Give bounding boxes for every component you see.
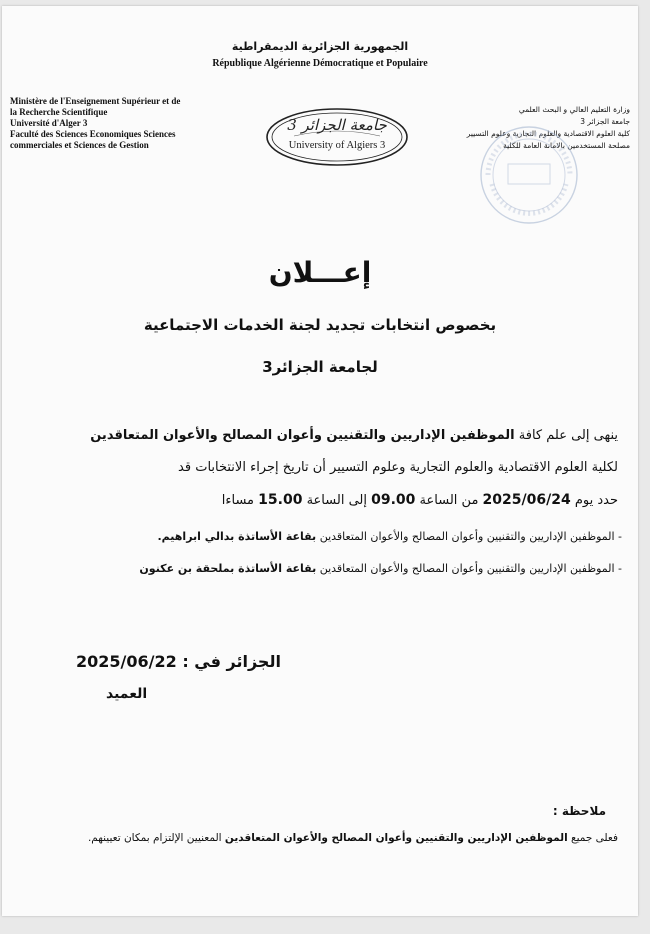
logo-arabic-text: جامعة الجزائر 3 xyxy=(287,116,387,134)
announcement-title: إعـــلان xyxy=(268,256,372,289)
body-line-3 xyxy=(18,490,618,511)
body-line-1-staff: الموظفين الإداريين والتقنيين وأعوان المصالح والأعوان المتعاقدين xyxy=(90,428,515,443)
body-line-2: لكلية العلوم الاقتصادية والعلوم التجارية وعلوم التسيير أن تاريخ إجراء الانتخابات قد xyxy=(178,460,618,475)
ministry-line-2: la Recherche Scientifique xyxy=(10,107,108,117)
ministry-block-french xyxy=(10,96,240,151)
bullet-2-location: بقاعة الأساتذة بملحقة بن عكنون xyxy=(139,562,317,575)
body-line-3-from: من الساعة xyxy=(415,493,483,508)
body-line-3-to: إلى الساعة xyxy=(302,493,372,508)
announcement-page xyxy=(2,6,638,916)
note-lead: فعلى جميع xyxy=(567,832,618,844)
republic-name-french: République Algérienne Démocratique et Populaire xyxy=(212,58,428,69)
body-line-3-lead: حدد يوم xyxy=(570,493,618,508)
faculty-line-1: Faculté des Sciences Economiques Sciences xyxy=(10,129,176,139)
faculty-line-2: commerciales et Sciences de Gestion xyxy=(10,140,149,150)
ministry-line-1: Ministère de l'Enseignement Supérieur et de xyxy=(10,96,181,106)
logo-english-text: University of Algiers 3 xyxy=(288,140,386,151)
note-tail: المعنيين الإلتزام بمكان تعيينهم. xyxy=(87,832,225,844)
faculty-line-ar: كلية العلوم الاقتصادية والعلوم التجارية وعلوم التسيير xyxy=(466,129,630,138)
ministry-line-ar-1: وزارة التعليم العالي و البحث العلمي xyxy=(518,105,630,114)
bullet-item-dali-ibrahim xyxy=(12,530,622,543)
body-line-3-tail: مساءا xyxy=(221,493,259,508)
body-line-1-lead: ينهى إلى علم كافة xyxy=(514,428,618,443)
bullet-1-text: - الموظفين الإداريين والتقنيين وأعوان المصالح والأعوان المتعاقدين xyxy=(316,530,622,543)
republic-name-arabic: الجمهورية الجزائرية الديمقراطية xyxy=(231,40,409,53)
election-date: 2025/06/24 xyxy=(482,492,571,508)
signature-date: الجزائر في : 2025/06/22 xyxy=(76,652,281,671)
bullet-2-text: - الموظفين الإداريين والتقنيين وأعوان المصالح والأعوان المتعاقدين xyxy=(316,562,622,575)
announcement-university: لجامعة الجزائر3 xyxy=(262,358,378,376)
note-text xyxy=(8,832,618,844)
note-title: ملاحظة : xyxy=(552,804,606,818)
announcement-subtitle: بخصوص انتخابات تجديد لجنة الخدمات الاجتماعية xyxy=(143,316,497,334)
university-logo xyxy=(264,106,410,168)
official-stamp xyxy=(478,124,580,226)
start-time: 09.00 xyxy=(371,492,416,508)
service-line-ar: مصلحة المستخدمين بالامانة العامة للكلية xyxy=(503,141,630,150)
bullet-1-location: بقاعة الأساتذة بدالي ابراهيم. xyxy=(157,530,317,543)
end-time: 15.00 xyxy=(258,492,303,508)
university-line-ar: جامعة الجزائر 3 xyxy=(580,117,630,126)
note-staff: الموظفين الإداريين والتقنيين وأعوان المصالح والأعوان المتعاقدين xyxy=(224,832,568,844)
body-line-1 xyxy=(18,426,618,446)
university-line: Université d'Alger 3 xyxy=(10,118,88,128)
bullet-item-ben-aknoun xyxy=(12,562,622,575)
signature-title: العميد xyxy=(106,686,148,702)
